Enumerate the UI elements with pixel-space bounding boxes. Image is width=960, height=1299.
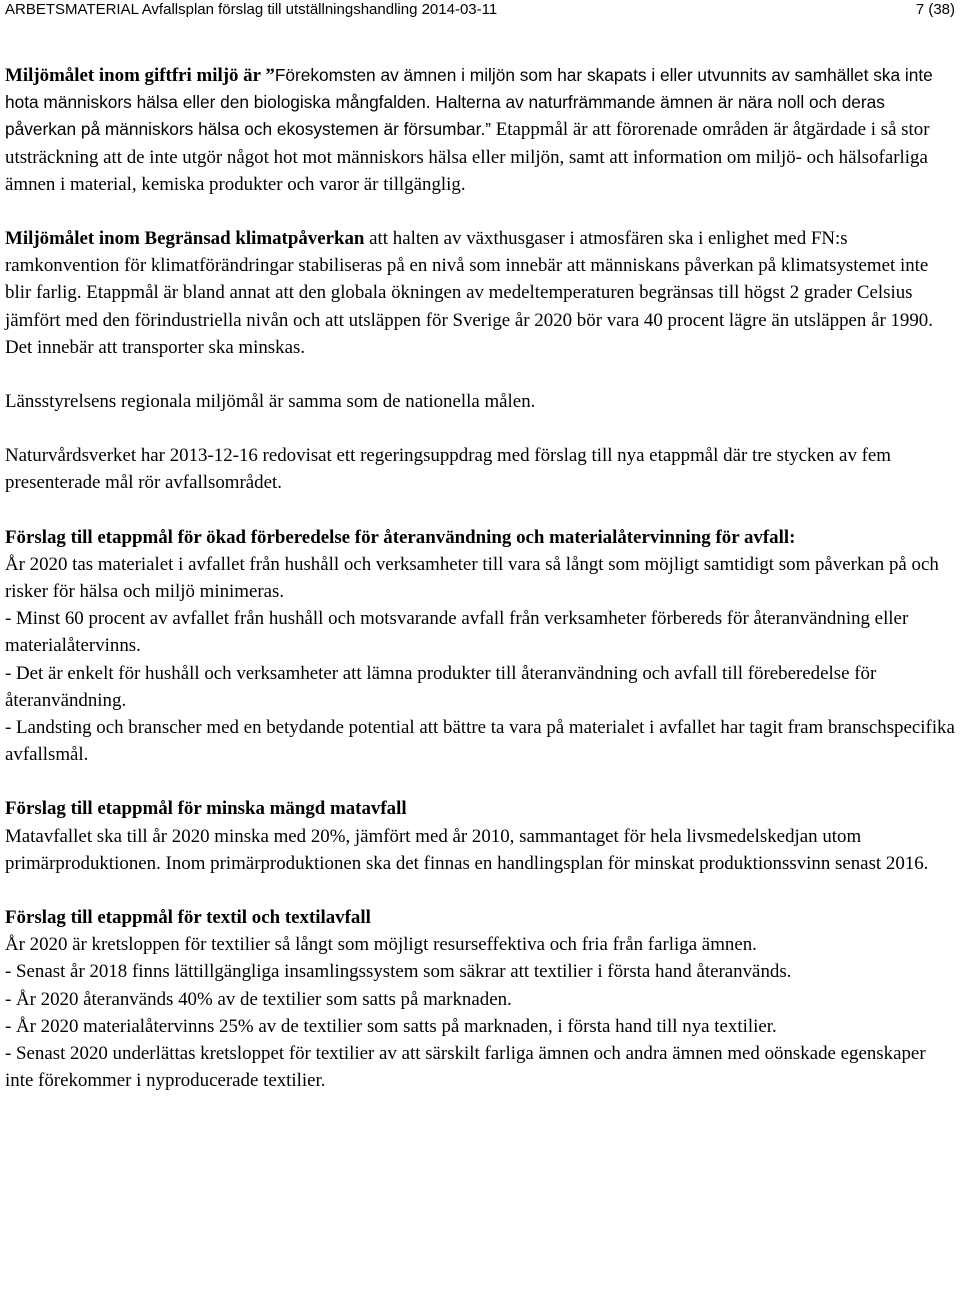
- heading-reuse-recycling: Förslag till etappmål för ökad förberedelse för återanvändning och materialåtervinning för avfall:: [5, 526, 796, 548]
- paragraph-naturvardsverket: Naturvårdsverket har 2013-12-16 redovisat ett regeringsuppdrag med förslag till nya etappmål där tre stycken av fem presenterade mål rör avfallsområdet.: [5, 445, 891, 494]
- list-item: - Landsting och branscher med en betydande potential att bättre ta vara på materialet i avfallet har tagit fram branschspecifika avfallsmål.: [5, 717, 955, 766]
- heading-food-waste: Förslag till etappmål för minska mängd matavfall: [5, 798, 407, 820]
- section-textile: [5, 904, 955, 1094]
- heading-textile: Förslag till etappmål för textil och textilavfall: [5, 907, 371, 929]
- list-item: År 2020 tas materialet i avfallet från hushåll och verksamheter till vara så långt som möjligt samtidigt som påverkan på och risker för hälsa och miljö minimeras.: [5, 553, 939, 603]
- list-item: - Senast år 2018 finns lättillgängliga insamlingssystem som säkrar att textilier i första hand återanvänds.: [5, 961, 792, 983]
- list-item: - År 2020 återanvänds 40% av de textilier som satts på marknaden.: [5, 988, 512, 1010]
- toxic-goal-lead: Miljömålet inom giftfri miljö är ”: [5, 65, 275, 86]
- toxic-goal-quote: Förekomsten av ämnen i miljön som har skapats i eller utvunnits av samhället ska inte hota människors hälsa eller den biologiska mångfalden. Halterna av naturfrämmande ämnen är nära noll och deras påverkan på människors hälsa och ekosystemen är försumbar.”: [5, 65, 933, 140]
- page-header: [5, 0, 955, 22]
- toxic-goal-milestone: Etappmål är att förorenade områden är åtgärdade i så stor utsträckning att de inte utgör något hot mot människors hälsa eller miljön, samt att information om miljö- och hälsofarliga ämnen i material, kemiska produkter och varor är tillgänglig.: [5, 119, 930, 195]
- page-number: 7 (38): [915, 1, 955, 18]
- paragraph-regional-goals: Länsstyrelsens regionala miljömål är samma som de nationella målen.: [5, 391, 536, 413]
- document-body: [5, 62, 955, 1095]
- list-item: - Minst 60 procent av avfallet från hushåll och motsvarande avfall från verksamheter förbereds för återanvändning eller materialåtervinns.: [5, 608, 909, 657]
- climate-goal-body: att halten av växthusgaser i atmosfären ska i enlighet med FN:s ramkonvention för klimatförändringar stabiliseras på en nivå som innebär att människans påverkan på klimatsystemet inte blir farlig. Etappmål är bland annat att den globala ökningen av medeltemperaturen begränsas till högst 2 grader Celsius jämfört med den förindustriella nivån och att utsläppen för Sverige år 2020 bör vara 40 procent lägre än utsläppen år 1990. Det innebär att transporter ska minskas.: [5, 228, 933, 358]
- list-item: - Senast 2020 underlättas kretsloppet för textilier av att särskilt farliga ämnen och andra ämnen med oönskade egenskaper inte förekommer i nyproducerade textilier.: [5, 1043, 926, 1092]
- list-item: Matavfallet ska till år 2020 minska med 20%, jämfört med år 2010, sammantaget för hela livsmedelskedjan utom primärproduktionen. Inom primärproduktionen ska det finnas en handlingsplan för minskat produktionssvinn senast 2016.: [5, 825, 929, 874]
- paragraph-climate-goal: [5, 225, 955, 361]
- section-food-waste: [5, 795, 955, 877]
- list-item: År 2020 är kretsloppen för textilier så långt som möjligt resurseffektiva och fria från farliga ämnen.: [5, 934, 757, 956]
- section-reuse-recycling: [5, 524, 955, 769]
- list-item: - Det är enkelt för hushåll och verksamheter att lämna produkter till återanvändning och avfall till föreberedelse för återanvändning.: [5, 662, 877, 711]
- list-item: - År 2020 materialåtervinns 25% av de textilier som satts på marknaden, i första hand till nya textilier.: [5, 1015, 777, 1037]
- paragraph-toxic-free-goal: [5, 62, 955, 198]
- climate-goal-lead: Miljömålet inom Begränsad klimatpåverkan: [5, 228, 365, 250]
- document-title: ARBETSMATERIAL Avfallsplan förslag till utställningshandling 2014-03-11: [5, 1, 498, 18]
